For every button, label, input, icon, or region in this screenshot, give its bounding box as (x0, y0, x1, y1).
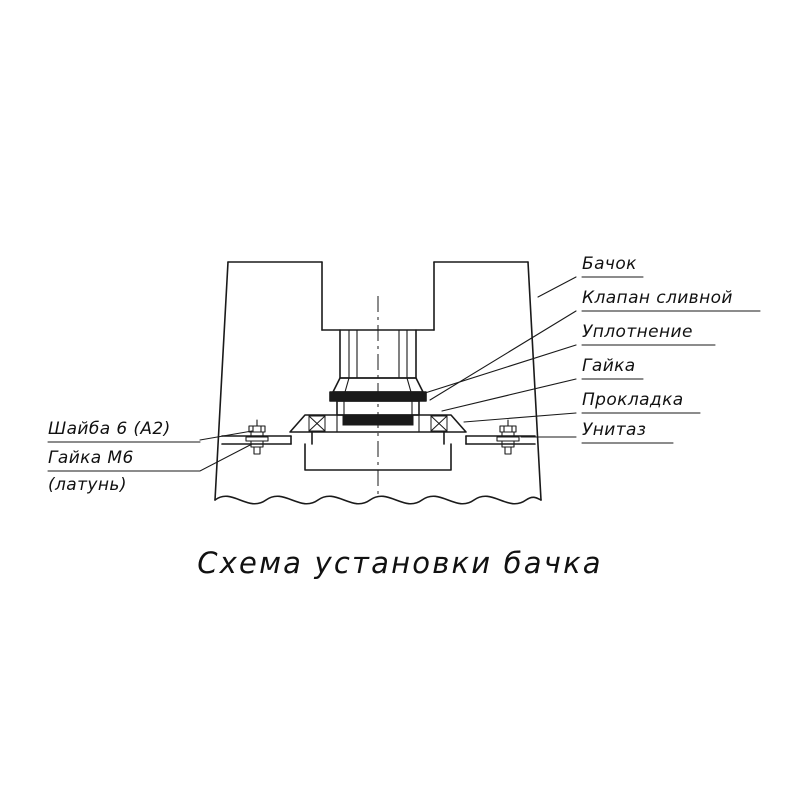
leader-lines-right (425, 277, 576, 437)
fastener-right (497, 420, 519, 454)
drawing-title: Схема установки бачка (197, 546, 603, 580)
callout-label-brass-nut-material: (латунь) (48, 475, 127, 495)
callout-label-brass-nut: Гайка М6 (48, 448, 134, 468)
callout-label-seal: Уплотнение (582, 322, 693, 342)
fastener-left (246, 420, 268, 454)
callout-label-tank: Бачок (582, 254, 637, 274)
callout-label-gasket: Прокладка (582, 390, 684, 410)
callout-label-washer: Шайба 6 (А2) (48, 419, 171, 439)
callout-label-flush-valve: Клапан сливной (582, 288, 733, 308)
callout-label-nut: Гайка (582, 356, 636, 376)
callout-label-toilet: Унитаз (582, 420, 647, 440)
